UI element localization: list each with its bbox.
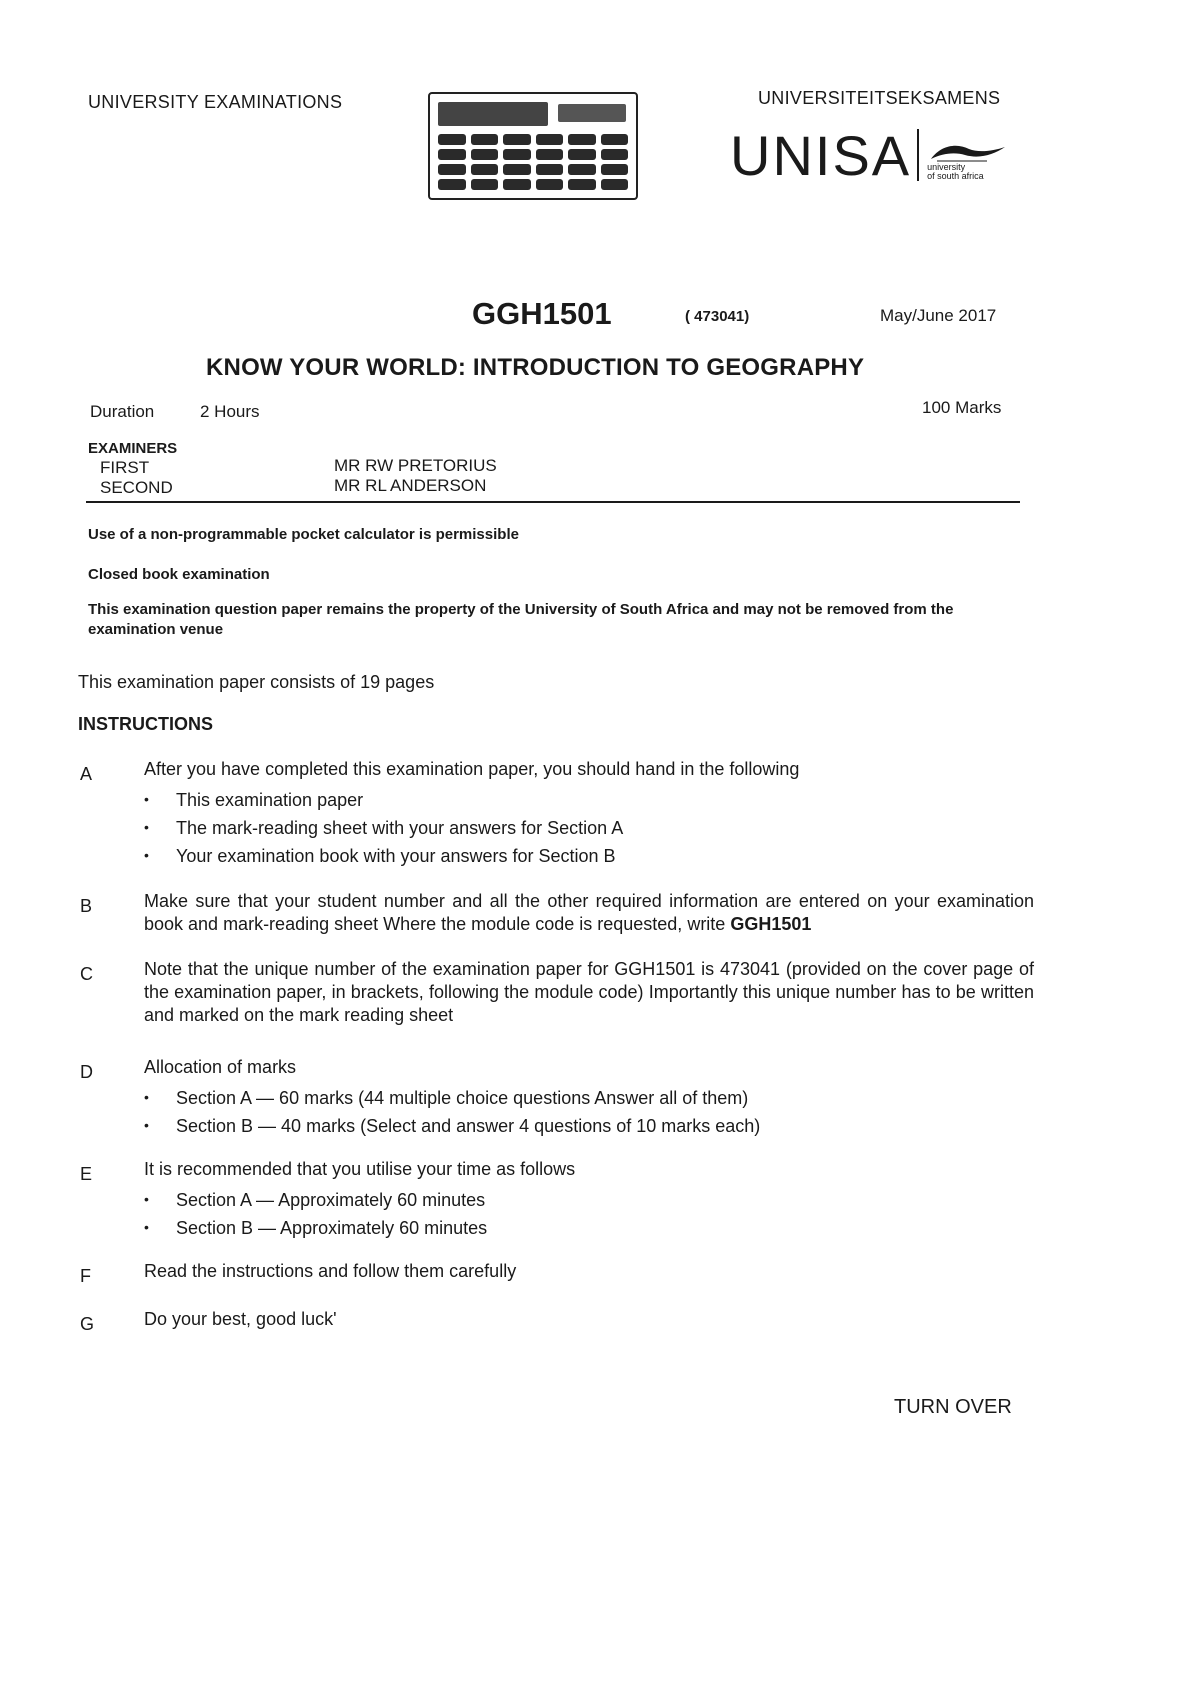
header-left-text: UNIVERSITY EXAMINATIONS xyxy=(88,92,343,112)
instruction-g-text: Do your best, good luck' xyxy=(144,1309,337,1329)
instruction-e-bullet-2: • Section B — Approximately 60 minutes xyxy=(144,1214,487,1242)
instruction-b-module-code: GGH1501 xyxy=(730,914,812,934)
examiner-second-name: MR RL ANDERSON xyxy=(334,476,487,495)
instruction-f-text: Read the instructions and follow them carefully xyxy=(144,1261,517,1281)
module-code: GGH1501 xyxy=(472,296,612,331)
unisa-emblem-icon xyxy=(927,141,1007,163)
header-right-text: UNIVERSITEITSEKSAMENS xyxy=(758,88,1001,108)
instruction-d-text: Allocation of marks xyxy=(144,1057,297,1077)
examiners-heading: EXAMINERS xyxy=(88,440,178,457)
divider-line xyxy=(86,501,1020,503)
unique-number: ( 473041) xyxy=(685,308,750,325)
turn-over-text: TURN OVER xyxy=(894,1396,1012,1418)
instruction-letter-c: C xyxy=(80,964,93,984)
instruction-letter-e: E xyxy=(80,1164,93,1184)
examiner-second-label: SECOND xyxy=(100,478,173,497)
unisa-logo xyxy=(730,120,1007,190)
calculator-notice: Use of a non-programmable pocket calculator is permissible xyxy=(88,526,519,543)
instruction-letter-a: A xyxy=(80,764,93,784)
exam-date: May/June 2017 xyxy=(880,306,997,325)
instruction-a-bullet-3: • Your examination book with your answers for Section B xyxy=(144,842,616,870)
instruction-letter-b: B xyxy=(80,896,93,916)
instruction-a-text: After you have completed this examination paper, you should hand in the following xyxy=(144,759,800,779)
instruction-e-bullet-1: • Section A — Approximately 60 minutes xyxy=(144,1186,485,1214)
instruction-letter-f: F xyxy=(80,1266,91,1286)
unisa-logo-small-1: university xyxy=(927,162,966,172)
exam-title: KNOW YOUR WORLD: INTRODUCTION TO GEOGRAPHY xyxy=(206,354,865,381)
instruction-b-body: Make sure that your student number and all the other required information are entered on your examination book and mark-reading sheet Where the module code is requested, write xyxy=(144,891,1034,934)
calculator-icon xyxy=(428,92,638,200)
instruction-e-text: It is recommended that you utilise your time as follows xyxy=(144,1159,576,1179)
examiner-first-label: FIRST xyxy=(100,458,150,477)
instruction-b-text xyxy=(144,890,1034,936)
closed-book-notice: Closed book examination xyxy=(88,566,270,583)
instruction-d-bullet-2: • Section B — 40 marks (Select and answer 4 questions of 10 marks each) xyxy=(144,1112,760,1140)
unisa-logo-small-2: of south africa xyxy=(927,171,984,181)
instruction-letter-d: D xyxy=(80,1062,93,1082)
property-notice: This examination question paper remains the property of the University of South Africa and may not be removed from the examination venue xyxy=(88,601,954,638)
instruction-a-bullet-2: • The mark-reading sheet with your answers for Section A xyxy=(144,814,623,842)
duration-value: 2 Hours xyxy=(200,402,260,421)
instruction-a-bullet-1: • This examination paper xyxy=(144,786,363,814)
unisa-logo-word: UNISA xyxy=(730,123,912,187)
instruction-c-text: Note that the unique number of the examination paper for GGH1501 is 473041 (provided on the cover page of the examination paper, in brackets, following the module code) Importantly this unique number has to be written and marked on the mark reading sheet xyxy=(144,959,1034,1025)
total-marks: 100 Marks xyxy=(922,398,1002,417)
pages-note: This examination paper consists of 19 pages xyxy=(78,672,435,692)
instructions-heading: INSTRUCTIONS xyxy=(78,714,213,734)
duration-label: Duration xyxy=(90,402,155,421)
instruction-d-bullet-1: • Section A — 60 marks (44 multiple choice questions Answer all of them) xyxy=(144,1084,748,1112)
instruction-letter-g: G xyxy=(80,1314,95,1334)
examiner-first-name: MR RW PRETORIUS xyxy=(334,456,497,475)
